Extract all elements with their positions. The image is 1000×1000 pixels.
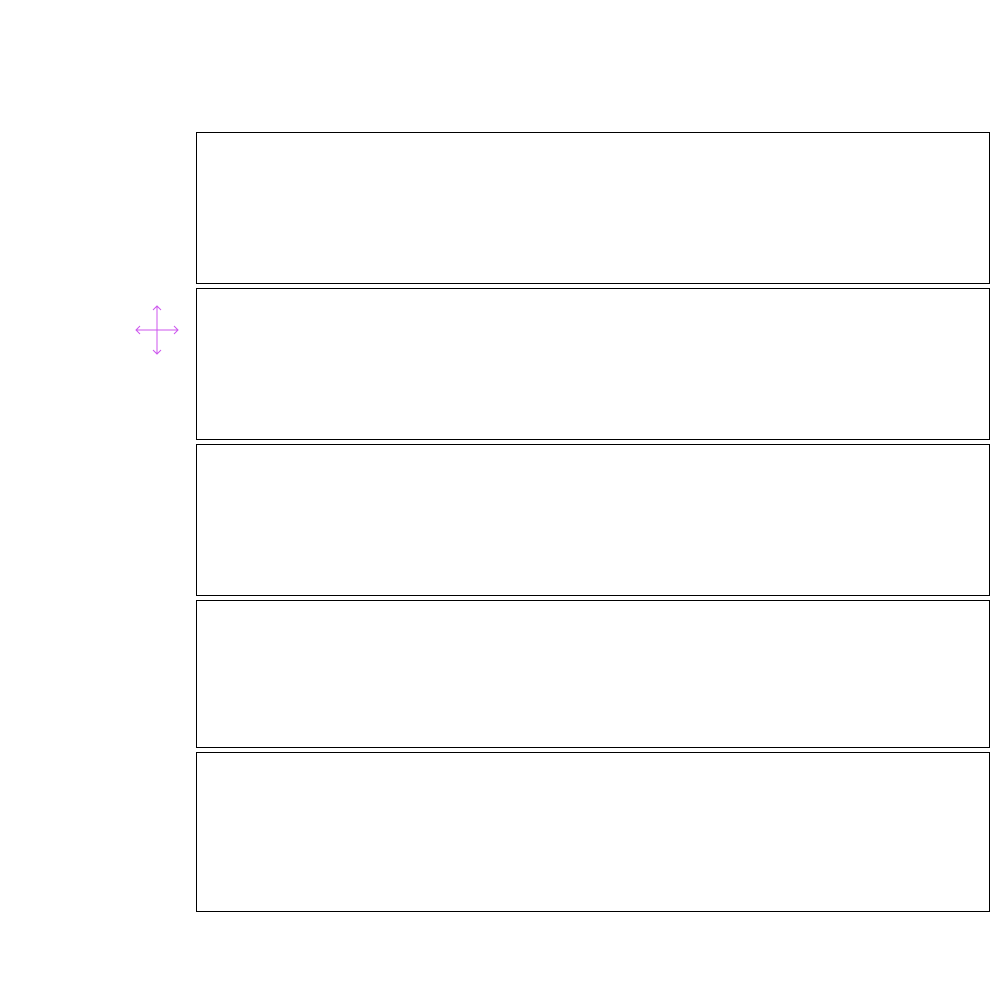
panel-wind <box>196 288 990 440</box>
panel-precip <box>196 752 990 912</box>
panel-pressure <box>196 132 990 284</box>
panel-temperature <box>196 444 990 596</box>
panel-clouds <box>196 600 990 748</box>
compass-cross-icon <box>122 292 192 368</box>
bottom-time-axis <box>150 920 990 980</box>
top-time-axis <box>150 78 990 132</box>
wind-compass-rose <box>122 292 192 368</box>
